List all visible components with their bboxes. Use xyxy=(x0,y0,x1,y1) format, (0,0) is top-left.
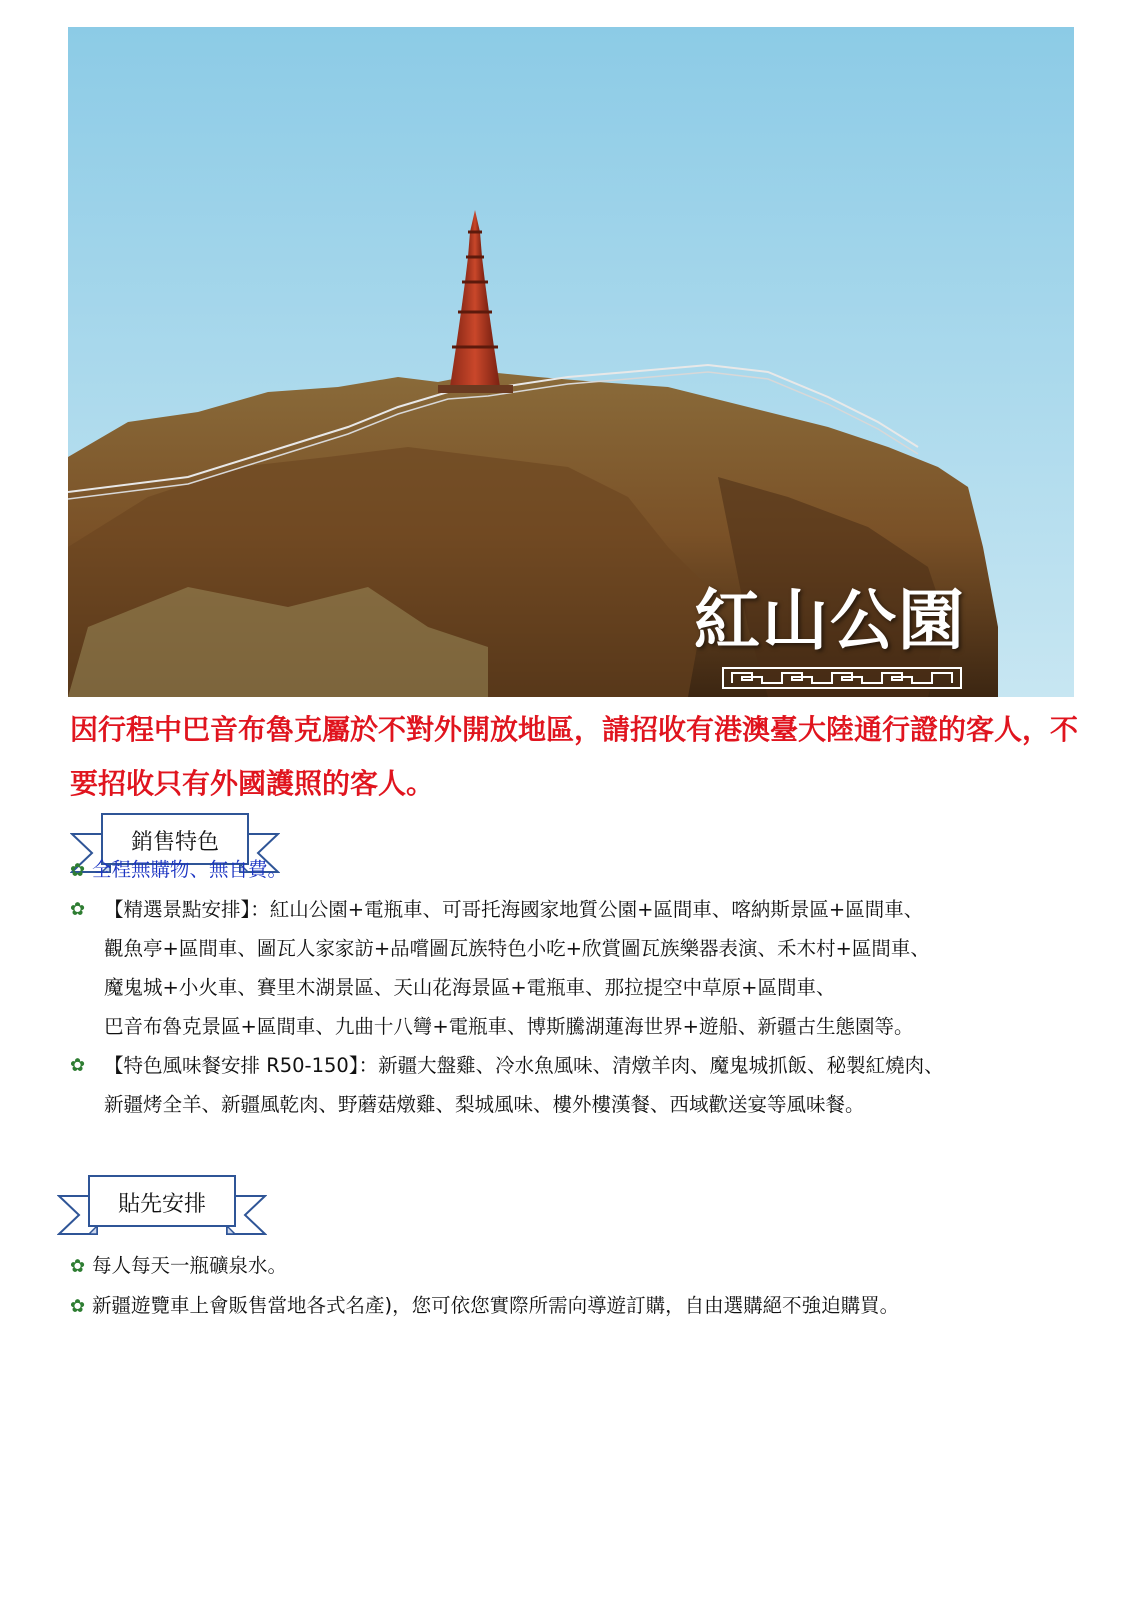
list-item xyxy=(70,1046,1090,1124)
notice-text: 因行程中巴音布魯克屬於不對外開放地區，請招收有港澳臺大陸通行證的客人，不要招收只有外國護照的客人。 xyxy=(70,713,1079,800)
list-item-line: 新疆烤全羊、新疆風乾肉、野蘑菇燉雞、梨城風味、樓外樓漢餐、西域歡送宴等風味餐。 xyxy=(104,1093,865,1116)
list-item xyxy=(70,1286,1090,1326)
list-item-text: 全程無購物、無自費。 xyxy=(92,858,288,881)
flower-bullet-icon: ✿ xyxy=(70,1055,86,1076)
section-ribbon-arrange xyxy=(57,1172,267,1246)
flower-bullet-icon: ✿ xyxy=(70,1296,86,1317)
list-item-line: 觀魚亭+區間車、圖瓦人家家訪+品嚐圖瓦族特色小吃+欣賞圖瓦族樂器表演、禾木村+區間車、 xyxy=(104,937,930,960)
ribbon-label: 貼先安排 xyxy=(117,1192,206,1217)
hero-title: 紅山公園 xyxy=(694,581,966,659)
list-item-line: 巴音布魯克景區+區間車、九曲十八彎+電瓶車、博斯騰湖蓮海世界+遊船、新疆古生態園等。 xyxy=(104,1015,914,1038)
hero-image xyxy=(68,27,1074,697)
list-item-line: 【特色風味餐安排 R50-150】：新疆大盤雞、冷水魚風味、清燉羊肉、魔鬼城抓飯、秘製紅燒肉、 xyxy=(104,1054,944,1077)
ribbon-label: 銷售特色 xyxy=(130,830,219,855)
list-item-text: 新疆遊覽車上會販售當地各式名產)，您可依您實際所需向導遊訂購，自由選購絕不強迫購買。 xyxy=(92,1294,900,1317)
arrangement-list xyxy=(70,1246,1090,1326)
sales-feature-list xyxy=(70,850,1090,1124)
list-item xyxy=(70,1246,1090,1286)
list-item-line: 魔鬼城+小火車、賽里木湖景區、天山花海景區+電瓶車、那拉提空中草原+區間車、 xyxy=(104,976,836,999)
flower-bullet-icon: ✿ xyxy=(70,860,86,881)
flower-bullet-icon: ✿ xyxy=(70,899,86,920)
list-item-text: 每人每天一瓶礦泉水。 xyxy=(92,1254,288,1277)
list-item xyxy=(70,890,1090,1046)
list-item xyxy=(70,850,1090,890)
flower-bullet-icon: ✿ xyxy=(70,1256,86,1277)
meander-border-icon xyxy=(722,667,962,689)
list-item-line: 【精選景點安排】：紅山公園+電瓶車、可哥托海國家地質公園+區間車、喀納斯景區+區間車、 xyxy=(104,898,924,921)
